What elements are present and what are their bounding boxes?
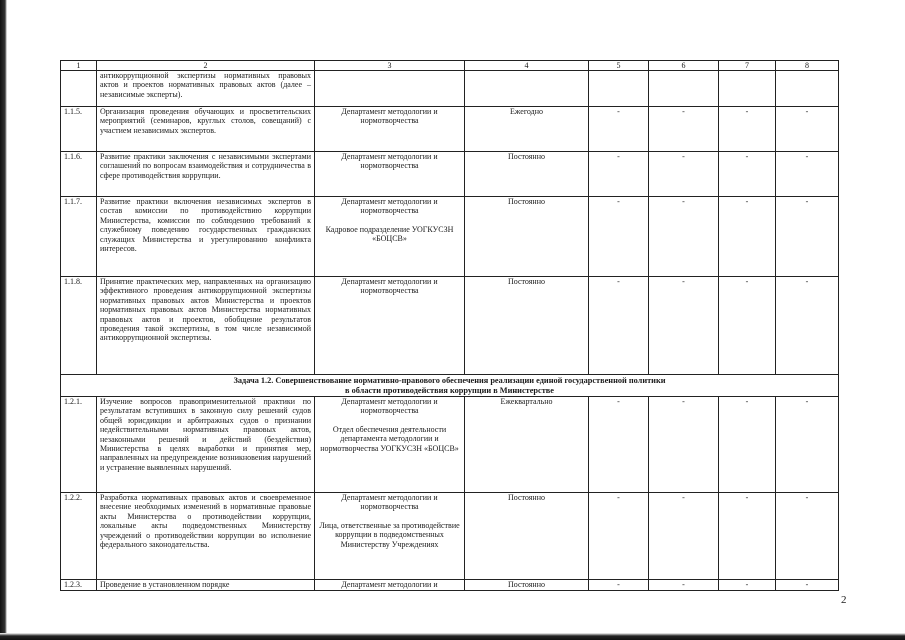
responsible-executor (315, 277, 465, 375)
executor-name: Департамент методологии и нормотворчества (341, 107, 438, 126)
value-cell: - (589, 277, 649, 375)
table-row (61, 277, 839, 375)
executor-gap (318, 216, 461, 225)
responsible-executor (315, 71, 465, 107)
measure-description: Развитие практики включения независимых экспертов в состав комиссии по противодействию коррупции Министерства, комиссии по соблюдению требований к служебному поведению государственных гражданских служащих Министерства и урегулированию конфликта интересов. (97, 197, 315, 277)
item-number (61, 71, 97, 107)
measure-description: Принятие практических мер, направленных на организацию эффективного проведения антикоррупционной экспертизы нормативных правовых актов Министерства и проектов нормативных правовых актов Министерства нормативных правовых актов и проектов, обобщение результатов проведения такой экспертизы, в том числе независимой антикоррупционной экспертизы. (97, 277, 315, 375)
page-number: 2 (841, 594, 847, 606)
value-cell: - (776, 277, 839, 375)
value-cell: - (649, 397, 719, 493)
document-page (60, 60, 839, 591)
table-row (61, 197, 839, 277)
value-cell (776, 71, 839, 107)
value-cell (649, 71, 719, 107)
column-header: 3 (315, 61, 465, 71)
value-cell: - (719, 107, 776, 152)
executor-name: Департамент методологии и (341, 580, 438, 589)
responsible-executor (315, 197, 465, 277)
item-number: 1.2.3. (61, 580, 97, 591)
task-heading-line2: в области противодействия коррупции в Министерстве (345, 385, 554, 395)
table-body-top (61, 61, 839, 375)
responsible-executor (315, 107, 465, 152)
column-number-row (61, 61, 839, 71)
execution-term: Постоянно (465, 580, 589, 591)
execution-term: Ежегодно (465, 107, 589, 152)
executor-gap (318, 416, 461, 425)
value-cell: - (649, 277, 719, 375)
value-cell: - (776, 397, 839, 493)
execution-term: Постоянно (465, 493, 589, 580)
measure-description: Разработка нормативных правовых актов и своевременное внесение необходимых изменений в нормативные правовые акты Министерства о противодействии коррупции, локальные акты подведомственных Министерству учреждений о противодействии коррупции во исполнение федерального законодательства. (97, 493, 315, 580)
execution-term: Постоянно (465, 152, 589, 197)
responsible-executor (315, 493, 465, 580)
value-cell: - (776, 197, 839, 277)
responsible-executor (315, 397, 465, 493)
column-header: 2 (97, 61, 315, 71)
scan-edge-left (0, 0, 7, 640)
executor-name: Департамент методологии и нормотворчества (341, 493, 438, 512)
measure-description: антикоррупционной экспертизы нормативных правовых актов и проектов нормативных правовых актов (далее – независимые эксперты). (97, 71, 315, 107)
measure-description: Организация проведения обучающих и просветительских мероприятий (семинаров, круглых столов, совещаний) с участием независимых экспертов. (97, 107, 315, 152)
measure-description: Развитие практики заключения с независимыми экспертами соглашений по вопросам взаимодействия и сотрудничества в сфере противодействия коррупции. (97, 152, 315, 197)
item-number: 1.1.6. (61, 152, 97, 197)
task-heading-line1: Задача 1.2. Совершенствование нормативно-правового обеспечения реализации единой государственной политики (233, 376, 666, 385)
value-cell: - (649, 580, 719, 591)
value-cell: - (589, 197, 649, 277)
column-header: 4 (465, 61, 589, 71)
item-number: 1.1.5. (61, 107, 97, 152)
executor-name: Кадровое подразделение УОГКУСЗН «БОЦСВ» (325, 224, 454, 244)
executor-name: Отдел обеспечения деятельности департамента методологии и нормотворчества УОГКУСЗН «БОЦСВ» (320, 424, 459, 453)
item-number: 1.2.2. (61, 493, 97, 580)
executor-name: Департамент методологии и нормотворчества (341, 197, 438, 216)
executor-name: Департамент методологии и нормотворчества (341, 397, 438, 416)
table-row (61, 397, 839, 493)
table-body-bottom (61, 397, 839, 591)
value-cell: - (776, 580, 839, 591)
value-cell: - (776, 107, 839, 152)
execution-term (465, 71, 589, 107)
value-cell: - (719, 277, 776, 375)
anticorruption-plan-table (60, 60, 839, 591)
value-cell: - (589, 152, 649, 197)
responsible-executor (315, 580, 465, 591)
value-cell: - (589, 580, 649, 591)
value-cell: - (649, 493, 719, 580)
executor-name: Департамент методологии и нормотворчества (341, 277, 438, 296)
value-cell: - (589, 107, 649, 152)
measure-description: Проведение в установленном порядке (97, 580, 315, 591)
value-cell: - (776, 493, 839, 580)
task-heading-row (61, 375, 839, 397)
item-number: 1.1.7. (61, 197, 97, 277)
table-row (61, 107, 839, 152)
item-number: 1.1.8. (61, 277, 97, 375)
task-heading (61, 375, 839, 397)
executor-gap (318, 512, 461, 521)
value-cell: - (589, 493, 649, 580)
task-section (61, 375, 839, 397)
table-row (61, 152, 839, 197)
item-number: 1.2.1. (61, 397, 97, 493)
value-cell: - (649, 152, 719, 197)
value-cell: - (719, 152, 776, 197)
value-cell: - (776, 152, 839, 197)
table-row (61, 71, 839, 107)
column-header: 6 (649, 61, 719, 71)
responsible-executor (315, 152, 465, 197)
value-cell: - (589, 397, 649, 493)
column-header: 5 (589, 61, 649, 71)
value-cell (719, 71, 776, 107)
value-cell: - (719, 197, 776, 277)
value-cell: - (719, 397, 776, 493)
value-cell (589, 71, 649, 107)
column-header: 1 (61, 61, 97, 71)
measure-description: Изучение вопросов правоприменительной практики по результатам вступивших в законную силу решений судов общей юрисдикции и арбитражных судов о признании недействительными нормативных правовых актов, незаконными решений и действий (бездействия) Министерства в целях выработки и принятия мер, направленных на предупреждение возникновения нарушений и устранение выявленных нарушений. (97, 397, 315, 493)
execution-term: Постоянно (465, 277, 589, 375)
column-header: 7 (719, 61, 776, 71)
value-cell: - (719, 493, 776, 580)
table-row (61, 580, 839, 591)
column-header: 8 (776, 61, 839, 71)
executor-name: Лица, ответственные за противодействие коррупции в подведомственных Министерству Учреждениях (319, 520, 460, 549)
value-cell: - (649, 197, 719, 277)
table-row (61, 493, 839, 580)
scan-edge-bottom (0, 633, 905, 640)
value-cell: - (649, 107, 719, 152)
execution-term: Постоянно (465, 197, 589, 277)
value-cell: - (719, 580, 776, 591)
execution-term: Ежеквартально (465, 397, 589, 493)
executor-name: Департамент методологии и нормотворчества (341, 152, 438, 171)
